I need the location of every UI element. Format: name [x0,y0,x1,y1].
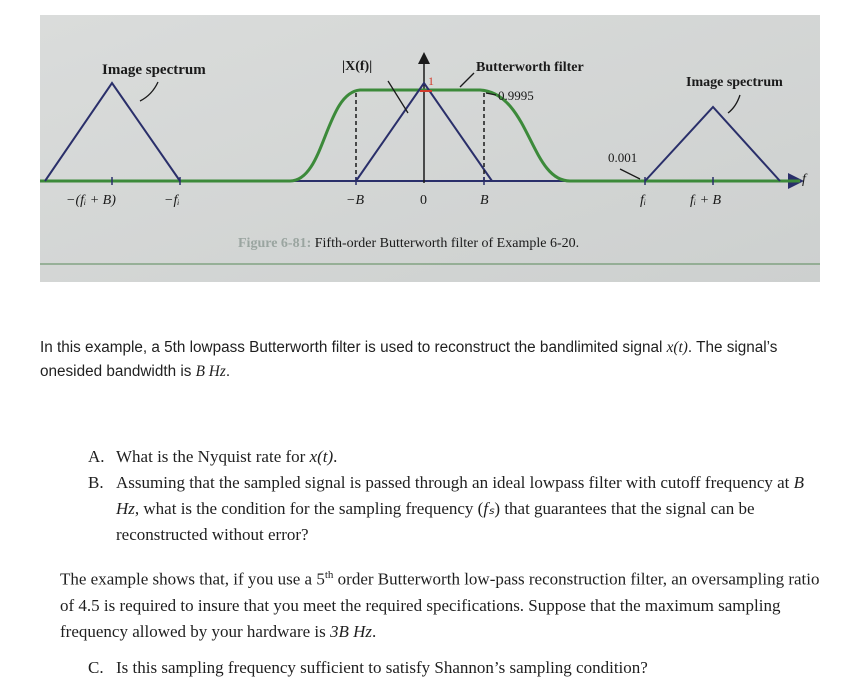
question-b-letter: B. [88,473,104,492]
question-c-text: Is this sampling frequency sufficient to satisfy Shannon’s sampling condition? [116,658,648,677]
label-0-001: 0.001 [608,150,638,165]
label-one: 1 [428,74,434,88]
para2-text-1: The example shows that, if you use a 5 [60,569,325,589]
tick-fi-plus-b: fᵢ + B [690,193,722,208]
question-c [88,655,818,681]
tick-zero: 0 [420,193,427,208]
question-a-letter: A. [88,447,105,466]
figure-image [40,15,820,282]
para2-math: 3B Hz [330,621,373,641]
label-f-axis: f [802,172,806,187]
intro-signal: x(t) [666,339,688,356]
question-list [88,444,818,548]
question-b-math: B Hz [116,473,805,518]
intro-text-1: In this example, a 5th lowpass Butterworth filter is used to reconstruct the bandlimited signal [40,339,667,356]
para2-text-3: . [372,621,377,641]
question-c-letter: C. [88,658,104,677]
tick-neg-fi: −fᵢ [164,193,180,208]
question-b [88,470,818,548]
tick-fi: fᵢ [640,193,647,208]
question-b-mid: , what is the condition for the sampling frequency ( [134,499,484,518]
tick-neg-fi-plus-b: −(fᵢ + B) [66,193,116,208]
caption-prefix: Figure 6-81: [238,236,312,251]
label-xf: |X(f)| [342,59,373,74]
intro-paragraph [40,336,830,384]
intro-text-3: . [225,363,231,380]
tick-b: B [480,193,489,208]
para2-sup: th [324,569,334,581]
question-a-end: . [333,447,338,466]
figure-caption [238,236,579,251]
question-b-text: Assuming that the sampled signal is passed through an ideal lowpass filter with cutoff frequency at [116,473,794,492]
question-a [88,444,818,470]
intro-text-2: . The signal’s onesided bandwidth is [40,339,778,380]
oversampling-paragraph [60,562,820,645]
butterworth-figure [40,15,820,282]
intro-bandwidth: B Hz [195,363,226,380]
caption-text: Fifth-order Butterworth filter of Example 6-20. [311,236,580,251]
question-a-text: What is the Nyquist rate for [116,447,310,466]
label-image-spectrum-right: Image spectrum [686,75,783,90]
label-image-spectrum-left: Image spectrum [102,62,206,78]
question-a-math: x(t) [309,447,334,466]
para2-text-2: order Butterworth low-pass reconstruction filter, an oversampling ratio of 4.5 is required to insure that you meet the required specifications. Suppose that the maximum sampling frequency allowed by your hardware is [60,569,820,641]
label-0-9995: 0.9995 [498,88,534,103]
question-b-math2: fₛ [483,499,495,518]
tick-neg-b: −B [346,193,364,208]
question-b-end: ) that guarantees that the signal can be reconstructed without error? [116,499,755,544]
label-butterworth: Butterworth filter [476,60,584,75]
